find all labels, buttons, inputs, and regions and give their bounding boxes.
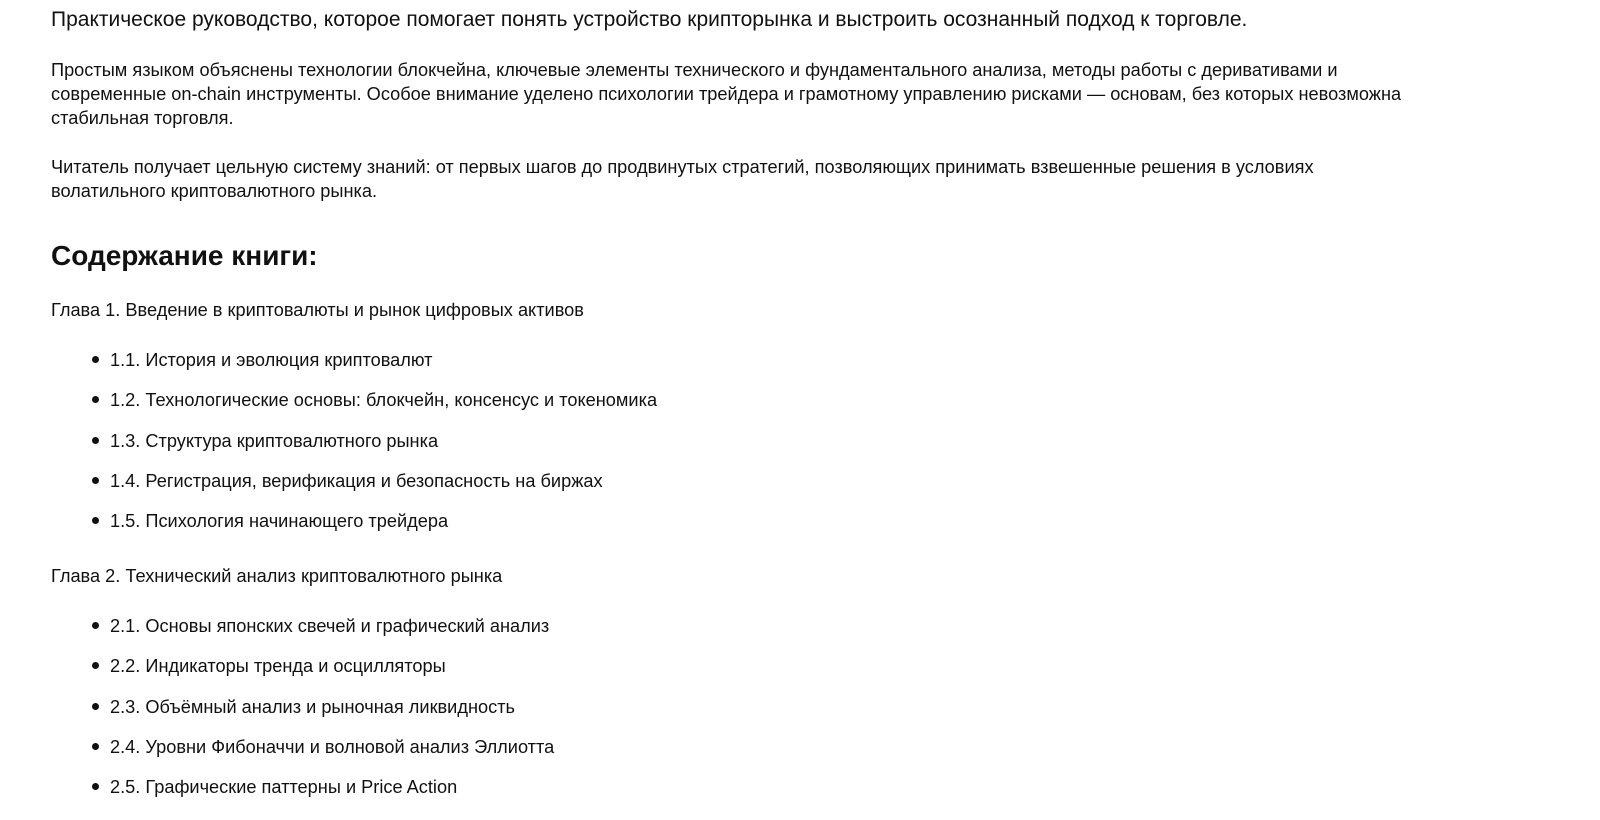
bullet-icon [92, 517, 99, 524]
chapter-1-title: Глава 1. Введение в криптовалюты и рынок цифровых активов [51, 300, 584, 320]
list-item [92, 614, 549, 638]
bullet-icon [92, 356, 99, 363]
list-item-label: 2.2. Индикаторы тренда и осцилляторы [110, 656, 446, 676]
list-item-label: 2.1. Основы японских свечей и графический анализ [110, 616, 550, 636]
bullet-icon [92, 477, 99, 484]
list-item-label: 1.2. Технологические основы: блокчейн, консенсус и токеномика [110, 390, 658, 410]
bullet-icon [92, 743, 99, 750]
bullet-icon [92, 396, 99, 403]
list-item-label: 2.5. Графические паттерны и Price Action [110, 777, 458, 797]
intro-paragraph-1-line-3: стабильная торговля. [51, 108, 234, 128]
bullet-icon [92, 783, 99, 790]
intro-paragraph-2-line-1: Читатель получает цельную систему знаний: от первых шагов до продвинутых стратегий, позволяющих принимать взвешенные решения в условиях [51, 157, 1314, 177]
list-item-label: 1.1. История и эволюция криптовалют [110, 350, 433, 370]
list-item [92, 469, 603, 493]
intro-paragraph-2-line-2: волатильного криптовалютного рынка. [51, 181, 378, 201]
list-item [92, 695, 515, 719]
list-item [92, 388, 657, 412]
list-item [92, 509, 448, 533]
list-item-label: 2.3. Объёмный анализ и рыночная ликвидность [110, 697, 516, 717]
list-item [92, 348, 432, 372]
list-item-label: 1.4. Регистрация, верификация и безопасность на биржах [110, 471, 603, 491]
list-item-label: 1.3. Структура криптовалютного рынка [110, 431, 439, 451]
list-item [92, 654, 446, 678]
list-item [92, 775, 457, 799]
list-item-label: 1.5. Психология начинающего трейдера [110, 511, 449, 531]
intro-paragraph-1-line-1: Простым языком объяснены технологии блокчейна, ключевые элементы технического и фундаментального анализа, методы работы с деривативами и [51, 60, 1338, 80]
list-item [92, 735, 554, 759]
bullet-icon [92, 622, 99, 629]
list-item [92, 429, 438, 453]
list-item-label: 2.4. Уровни Фибоначчи и волновой анализ Эллиотта [110, 737, 555, 757]
bullet-icon [92, 662, 99, 669]
chapter-2-title: Глава 2. Технический анализ криптовалютного рынка [51, 566, 503, 586]
bullet-icon [92, 437, 99, 444]
bullet-icon [92, 703, 99, 710]
intro-paragraph-1-line-2: современные on-chain инструменты. Особое внимание уделено психологии трейдера и грамотному управлению рисками — основам, без которых невозможна [51, 84, 1402, 104]
contents-heading: Содержание книги: [51, 240, 318, 271]
intro-lead: Практическое руководство, которое помогает понять устройство крипторынка и выстроить осознанный подход к торговле. [51, 8, 1248, 31]
